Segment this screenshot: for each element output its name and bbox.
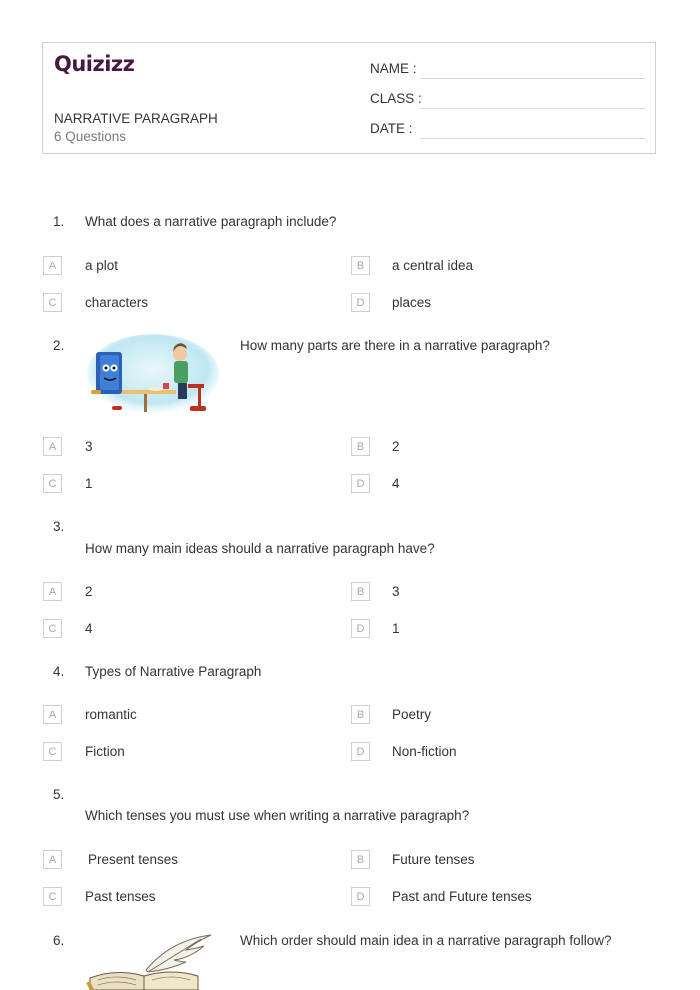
option-letter-a[interactable]: A <box>43 437 62 456</box>
question-count: 6 Questions <box>54 129 127 144</box>
option-letter-a[interactable]: A <box>43 705 62 724</box>
option-text: 1 <box>392 621 400 636</box>
question-number: 4. <box>53 664 65 679</box>
option-letter-c[interactable]: C <box>43 742 62 761</box>
question-number: 6. <box>53 933 65 948</box>
option-letter-a[interactable]: A <box>43 582 62 601</box>
question-text: How many main ideas should a narrative paragraph have? <box>85 541 435 556</box>
date-label: DATE : <box>370 121 413 136</box>
option-text: Past and Future tenses <box>392 889 532 904</box>
option-letter-a[interactable]: A <box>43 850 62 869</box>
option-text: characters <box>85 295 149 310</box>
option-letter-a[interactable]: A <box>43 256 62 275</box>
option-letter-b[interactable]: B <box>351 437 370 456</box>
option-letter-d[interactable]: D <box>351 474 370 493</box>
question-number: 1. <box>53 214 65 229</box>
question-text: Types of Narrative Paragraph <box>85 664 262 679</box>
option-letter-c[interactable]: C <box>43 619 62 638</box>
question-number: 3. <box>53 519 65 534</box>
option-letter-d[interactable]: D <box>351 293 370 312</box>
question-text: Which tenses you must use when writing a narrative paragraph? <box>85 808 470 823</box>
option-letter-c[interactable]: C <box>43 293 62 312</box>
question-text: Which order should main idea in a narrative paragraph follow? <box>240 933 612 948</box>
option-letter-c[interactable]: C <box>43 474 62 493</box>
question-number: 5. <box>53 787 65 802</box>
question-text: How many parts are there in a narrative paragraph? <box>240 338 550 353</box>
option-letter-c[interactable]: C <box>43 887 62 906</box>
class-field[interactable] <box>420 108 645 109</box>
option-text: Non-fiction <box>392 744 457 759</box>
class-label: CLASS : <box>370 91 422 106</box>
option-text: Poetry <box>392 707 432 722</box>
option-text: a central idea <box>392 258 474 273</box>
option-text: Present tenses <box>88 852 179 867</box>
option-text: 3 <box>392 584 400 599</box>
option-letter-b[interactable]: B <box>351 850 370 869</box>
question-text: What does a narrative paragraph include? <box>85 214 337 229</box>
worksheet-header <box>42 42 656 154</box>
date-field[interactable] <box>420 138 645 139</box>
option-letter-d[interactable]: D <box>351 887 370 906</box>
option-text: places <box>392 295 432 310</box>
option-letter-b[interactable]: B <box>351 582 370 601</box>
option-text: 4 <box>85 621 93 636</box>
option-text: Past tenses <box>85 889 156 904</box>
option-text: a plot <box>85 258 119 273</box>
quizizz-logo: Quizizz <box>54 52 135 76</box>
option-text: 1 <box>85 476 93 491</box>
option-letter-b[interactable]: B <box>351 705 370 724</box>
option-text: Future tenses <box>392 852 475 867</box>
option-letter-d[interactable]: D <box>351 742 370 761</box>
worksheet-title: NARRATIVE PARAGRAPH <box>54 111 218 126</box>
book-and-quill-illustration <box>86 930 216 990</box>
option-text: 2 <box>392 439 400 454</box>
book-character-illustration <box>86 334 220 418</box>
name-field[interactable] <box>420 78 645 79</box>
option-letter-b[interactable]: B <box>351 256 370 275</box>
option-text: 4 <box>392 476 400 491</box>
option-text: 3 <box>85 439 93 454</box>
name-label: NAME : <box>370 61 417 76</box>
option-text: romantic <box>85 707 137 722</box>
option-text: 2 <box>85 584 93 599</box>
option-letter-d[interactable]: D <box>351 619 370 638</box>
option-text: Fiction <box>85 744 125 759</box>
question-number: 2. <box>53 338 65 353</box>
